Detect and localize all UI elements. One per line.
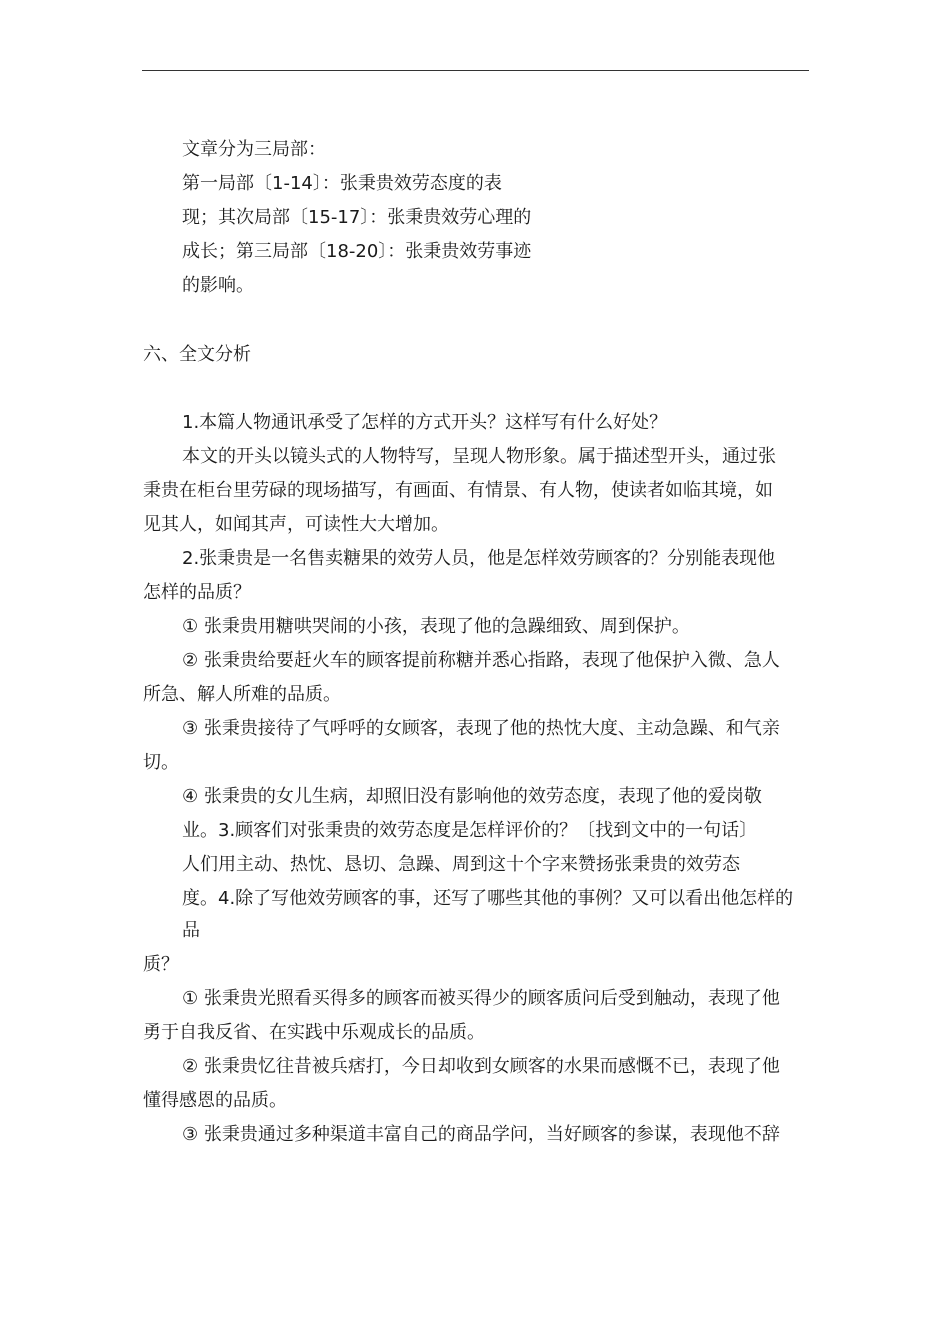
body-line: 人们用主动、热忱、恳切、急躁、周到这十个字来赞扬张秉贵的效劳态: [182, 854, 740, 875]
body-line: 秉贵在柜台里劳碌的现场描写，有画面、有情景、有人物，使读者如临其境，如: [143, 480, 773, 501]
body-line: 2.张秉贵是一名售卖糖果的效劳人员，他是怎样效劳顾客的？分别能表现他: [182, 548, 776, 569]
body-line: 度。4.除了写他效劳顾客的事，还写了哪些其他的事例？又可以看出他怎样的: [182, 888, 794, 909]
intro-line: 的影响。: [182, 275, 254, 296]
body-line: ① 张秉贵用糖哄哭闹的小孩，表现了他的急躁细致、周到保护。: [182, 616, 690, 637]
body-line: 质？: [143, 954, 179, 975]
body-line: 所急、解人所难的品质。: [143, 684, 341, 705]
body-line: 业。3.顾客们对张秉贵的效劳态度是怎样评价的？〔找到文中的一句话〕: [182, 820, 758, 841]
body-line: 本文的开头以镜头式的人物特写，呈现人物形象。属于描述型开头，通过张: [182, 446, 776, 467]
body-line: ② 张秉贵忆往昔被兵痞打，今日却收到女顾客的水果而感慨不已，表现了他: [182, 1056, 780, 1077]
body-line: 1.本篇人物通讯承受了怎样的方式开头？这样写有什么好处？: [182, 412, 668, 433]
body-line: ② 张秉贵给要赶火车的顾客提前称糖并悉心指路，表现了他保护入微、急人: [182, 650, 780, 671]
intro-line: 现；其次局部〔15-17〕：张秉贵效劳心理的: [182, 207, 532, 228]
intro-line: 成长；第三局部〔18-20〕：张秉贵效劳事迹: [182, 241, 532, 262]
body-line: ① 张秉贵光照看买得多的顾客而被买得少的顾客质问后受到触动，表现了他: [182, 988, 780, 1009]
body-line: 怎样的品质？: [143, 582, 251, 603]
intro-line: 第一局部〔1-14〕：张秉贵效劳态度的表: [182, 173, 502, 194]
body-line: 品: [182, 920, 200, 941]
body-line: ④ 张秉贵的女儿生病，却照旧没有影响他的效劳态度，表现了他的爱岗敬: [182, 786, 762, 807]
section-heading: 六、全文分析: [143, 344, 251, 365]
body-line: 切。: [143, 752, 179, 773]
body-line: 勇于自我反省、在实践中乐观成长的品质。: [143, 1022, 485, 1043]
body-line: 懂得感恩的品质。: [143, 1090, 287, 1111]
body-line: 见其人，如闻其声，可读性大大增加。: [143, 514, 449, 535]
header-rule: [142, 70, 809, 71]
body-line: ③ 张秉贵通过多种渠道丰富自己的商品学问，当好顾客的参谋，表现他不辞: [182, 1124, 780, 1145]
intro-line: 文章分为三局部：: [182, 139, 326, 160]
body-line: ③ 张秉贵接待了气呼呼的女顾客，表现了他的热忱大度、主动急躁、和气亲: [182, 718, 780, 739]
